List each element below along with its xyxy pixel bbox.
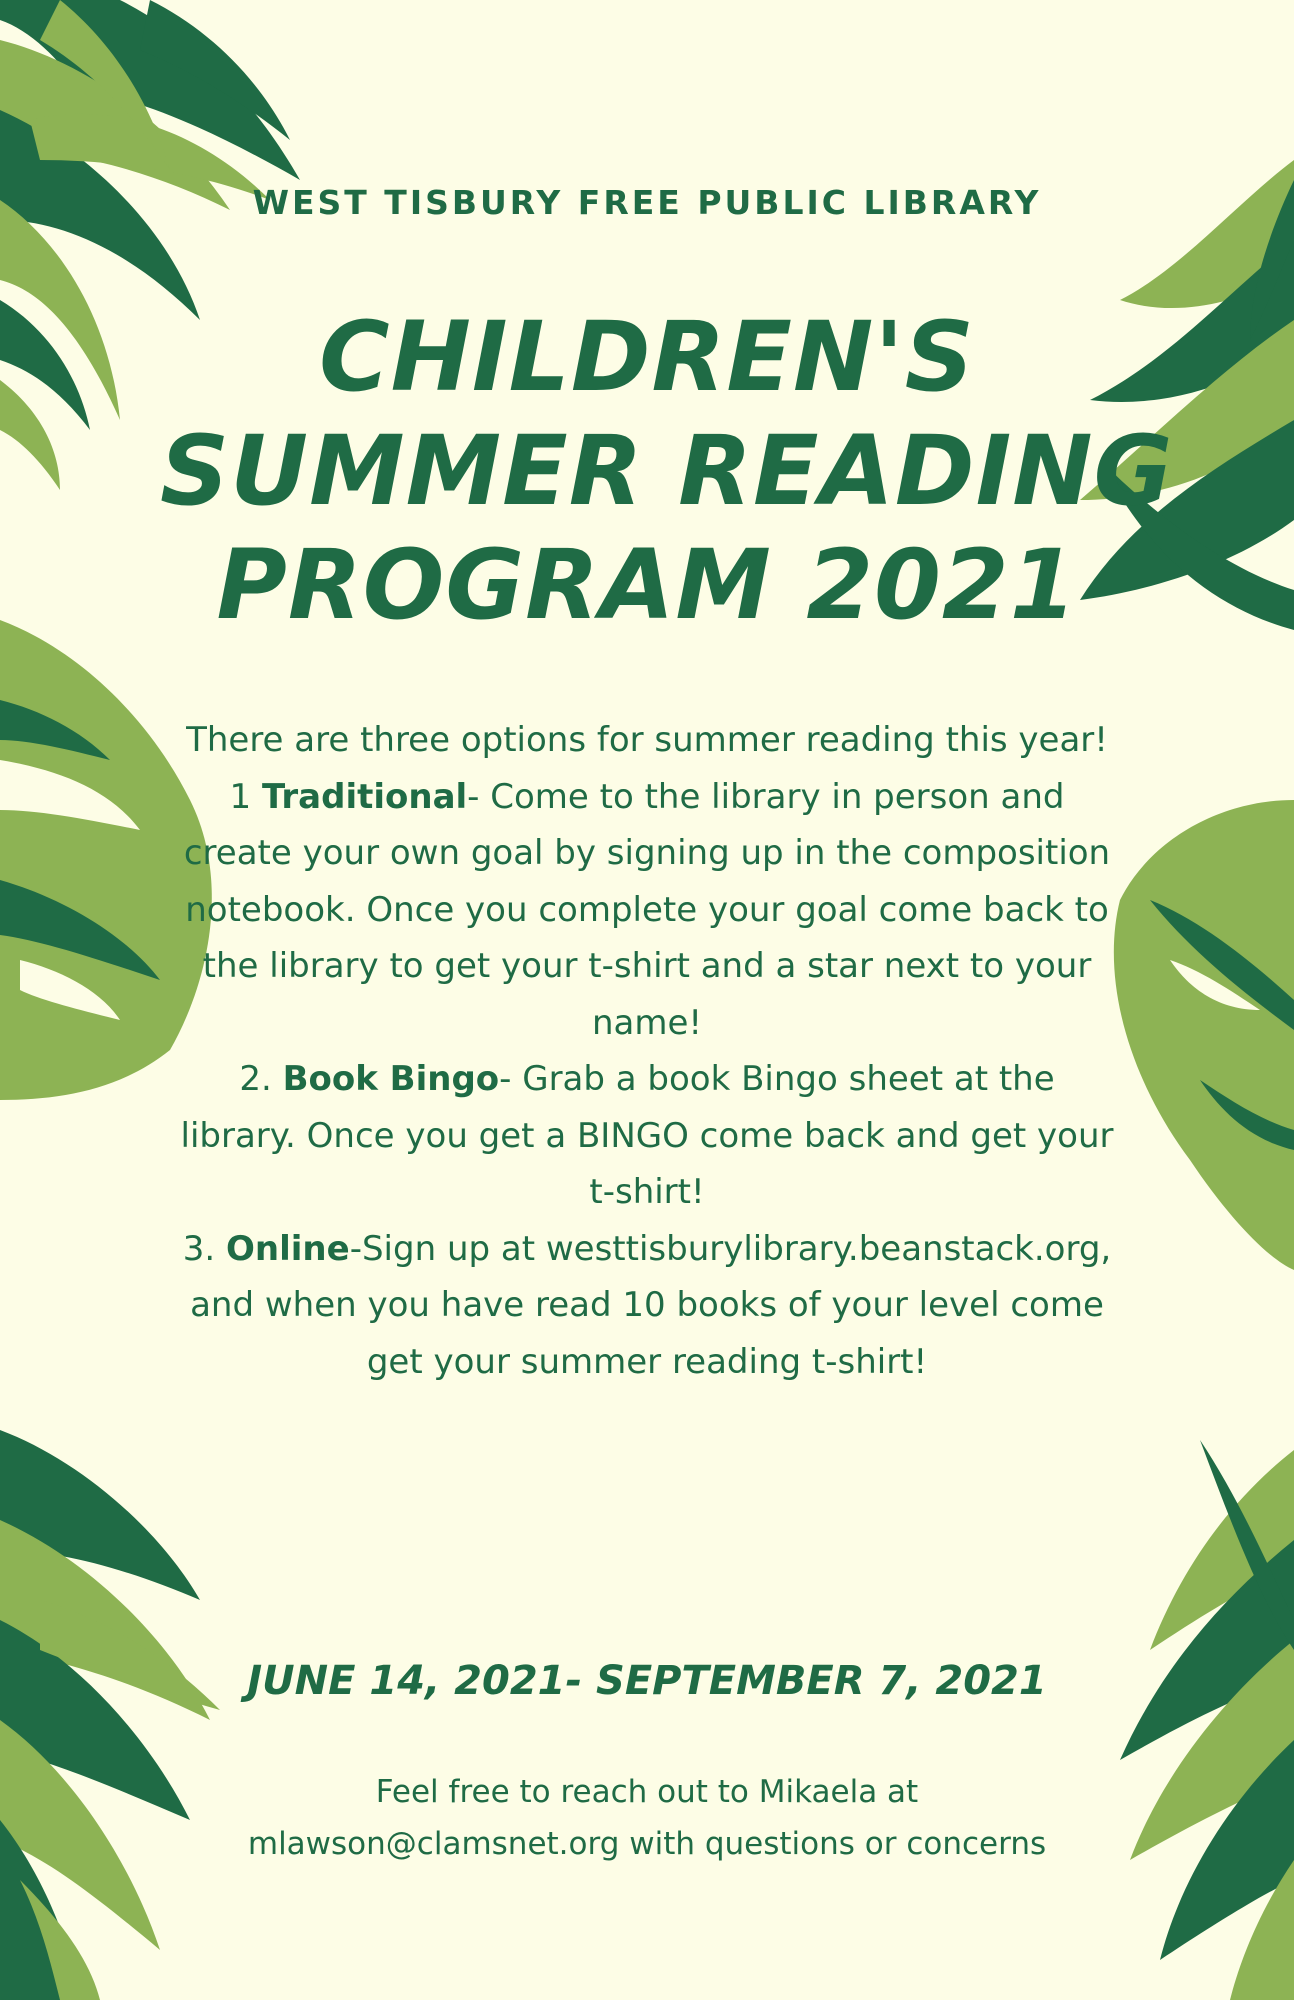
title-line-1: CHILDREN'S <box>319 301 975 413</box>
option-online <box>180 1221 1114 1391</box>
contact-info <box>0 1766 1294 1870</box>
option-name: Traditional <box>261 776 468 817</box>
option-book-bingo <box>180 1051 1114 1221</box>
program-title <box>160 300 1174 642</box>
program-description <box>180 712 1114 1390</box>
title-line-2: SUMMER READING <box>160 415 1174 527</box>
title-line-3: PROGRAM 2021 <box>216 529 1078 641</box>
option-text: - Grab a book Bingo sheet at the library. Once you get a BINGO come back and get your t-shirt! <box>180 1059 1114 1212</box>
option-number: 1 <box>229 776 262 817</box>
intro-text: There are three options for summer reading this year! <box>186 720 1108 760</box>
option-name: Online <box>226 1228 350 1269</box>
option-text: -Sign up at westtisburylibrary.beanstack.org, and when you have read 10 books of your level come get your summer reading t-shirt! <box>190 1228 1112 1382</box>
option-text: - Come to the library in person and create your own goal by signing up in the composition notebook. Once you complete your goal come back to the library to get your t-shirt and a star next to your name! <box>183 776 1111 1043</box>
contact-line-2: mlawson@clamsnet.org with questions or concerns <box>247 1826 1047 1862</box>
option-number: 3. <box>182 1228 227 1269</box>
option-traditional <box>180 769 1114 1052</box>
option-number: 2. <box>239 1059 283 1099</box>
contact-line-1: Feel free to reach out to Mikaela at <box>375 1774 919 1810</box>
library-name: WEST TISBURY FREE PUBLIC LIBRARY <box>252 183 1042 222</box>
option-name: Book Bingo <box>282 1059 500 1099</box>
program-dates: JUNE 14, 2021- SEPTEMBER 7, 2021 <box>247 1658 1047 1704</box>
